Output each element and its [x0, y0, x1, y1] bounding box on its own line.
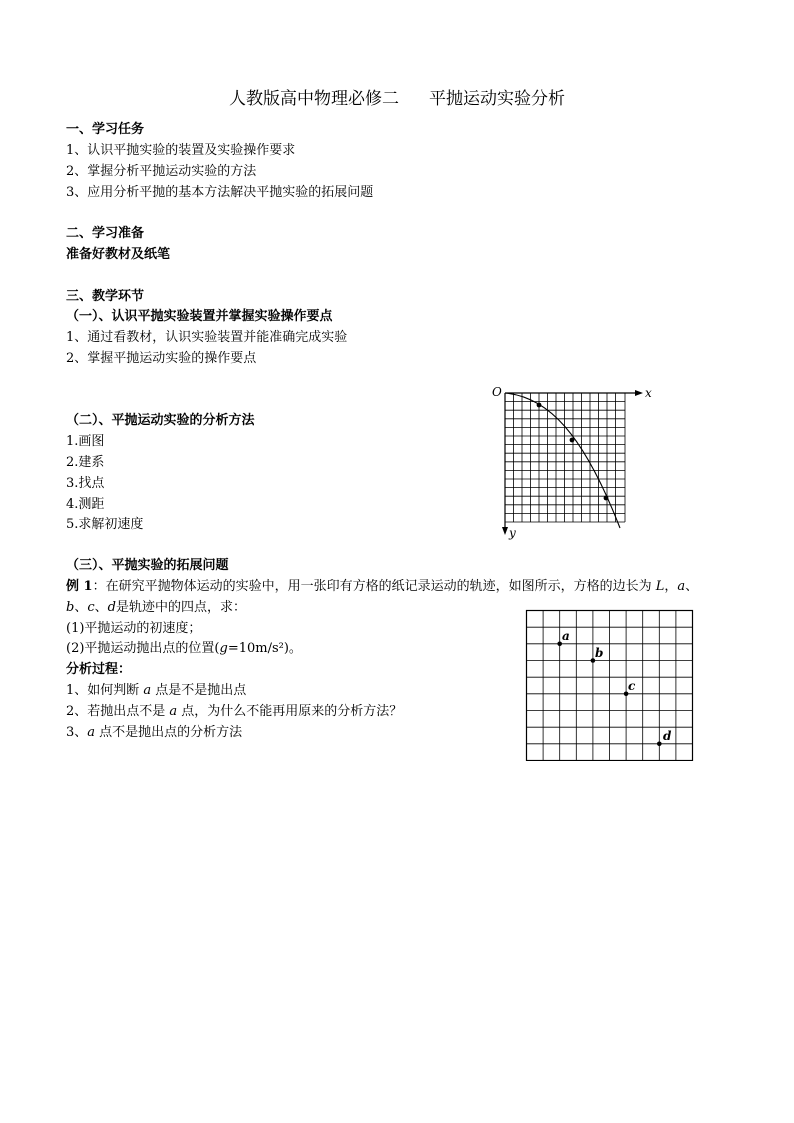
example-text-2: 是轨迹中的四点，求：: [115, 600, 246, 615]
trajectory-point-3: [604, 496, 609, 501]
sub2-step-5: 5.求解初速度: [66, 517, 144, 532]
separator: 、: [74, 600, 88, 615]
var-b: b: [66, 600, 75, 615]
var-c: c: [87, 600, 95, 615]
example-label: 例 1: [66, 579, 93, 594]
example-line-1: [66, 579, 698, 595]
analysis-item-3: [66, 725, 242, 741]
point-d: [657, 742, 662, 747]
var-a-3: a: [169, 704, 178, 719]
point-b-label: b: [595, 646, 604, 660]
y-axis-label: y: [509, 526, 516, 540]
example-line-2: [66, 600, 246, 616]
point-a-label: a: [562, 629, 570, 643]
var-a-1: a: [677, 579, 686, 594]
trajectory-point-2: [570, 438, 575, 443]
point-d-label: d: [663, 729, 672, 743]
sub1-heading: （一）、认识平抛实验装置并掌握实验操作要点: [66, 309, 333, 324]
sub2-step-1: 1.画图: [66, 434, 105, 449]
analysis-3-post: 点不是抛出点的分析方法: [95, 725, 243, 740]
analysis-1-pre: 1、如何判断: [66, 683, 144, 698]
section1-item-2: 2、掌握分析平抛运动实验的方法: [66, 164, 257, 179]
question-1: (1)平抛运动的初速度；: [66, 621, 202, 636]
analysis-item-2: [66, 704, 402, 720]
example-text-1: ：在研究平抛物体运动的实验中，用一张印有方格的纸记录运动的轨迹，如图所示，方格的边长为: [92, 579, 656, 594]
question-2-post: =10m/s²)。: [227, 641, 302, 656]
comma: ，: [664, 579, 678, 594]
var-a-2: a: [143, 683, 152, 698]
analysis-heading: 分析过程：: [66, 662, 132, 677]
var-g: g: [219, 641, 228, 656]
sub1-item-1: 1、通过看教材，认识实验装置并能准确完成实验: [66, 330, 348, 345]
analysis-item-1: [66, 683, 246, 699]
separator: 、: [94, 600, 108, 615]
section2-text: 准备好教材及纸笔: [66, 247, 171, 262]
trajectory-grid: [505, 393, 625, 522]
sub2-step-2: 2.建系: [66, 455, 105, 470]
question-2-pre: (2)平抛运动抛出点的位置(: [66, 641, 220, 656]
sub2-heading: （二）、平抛运动实验的分析方法: [66, 413, 255, 428]
sub3-heading: （三）、平抛实验的拓展问题: [66, 558, 229, 573]
sub2-step-4: 4.测距: [66, 497, 105, 512]
trajectory-point-1: [537, 403, 542, 408]
analysis-3-pre: 3、: [66, 725, 88, 740]
title-part1: 人教版高中物理必修二: [229, 89, 399, 109]
analysis-2-post: 点，为什么不能再用原来的分析方法？: [177, 704, 403, 719]
point-c-label: c: [628, 679, 636, 693]
sub2-step-3: 3.找点: [66, 476, 105, 491]
grid-points-figure: [525, 609, 695, 761]
title-part2: 平抛运动实验分析: [429, 89, 565, 109]
page-title: [0, 88, 794, 110]
section2-heading: 二、学习准备: [66, 226, 145, 241]
section1-heading: 一、学习任务: [66, 122, 145, 137]
analysis-1-post: 点是不是抛出点: [151, 683, 247, 698]
var-L: L: [655, 579, 665, 594]
x-axis-label: x: [645, 386, 652, 400]
analysis-2-pre: 2、若抛出点不是: [66, 704, 170, 719]
section1-item-1: 1、认识平抛实验的装置及实验操作要求: [66, 143, 296, 158]
var-d: d: [107, 600, 116, 615]
question-2: [66, 641, 302, 657]
var-a-4: a: [87, 725, 96, 740]
sub1-item-2: 2、掌握平抛运动实验的操作要点: [66, 351, 257, 366]
trajectory-figure: [488, 383, 658, 543]
section1-item-3: 3、应用分析平抛的基本方法解决平抛实验的拓展问题: [66, 185, 374, 200]
origin-label: O: [492, 385, 502, 399]
section3-heading: 三、教学环节: [66, 289, 145, 304]
separator: 、: [685, 579, 699, 594]
